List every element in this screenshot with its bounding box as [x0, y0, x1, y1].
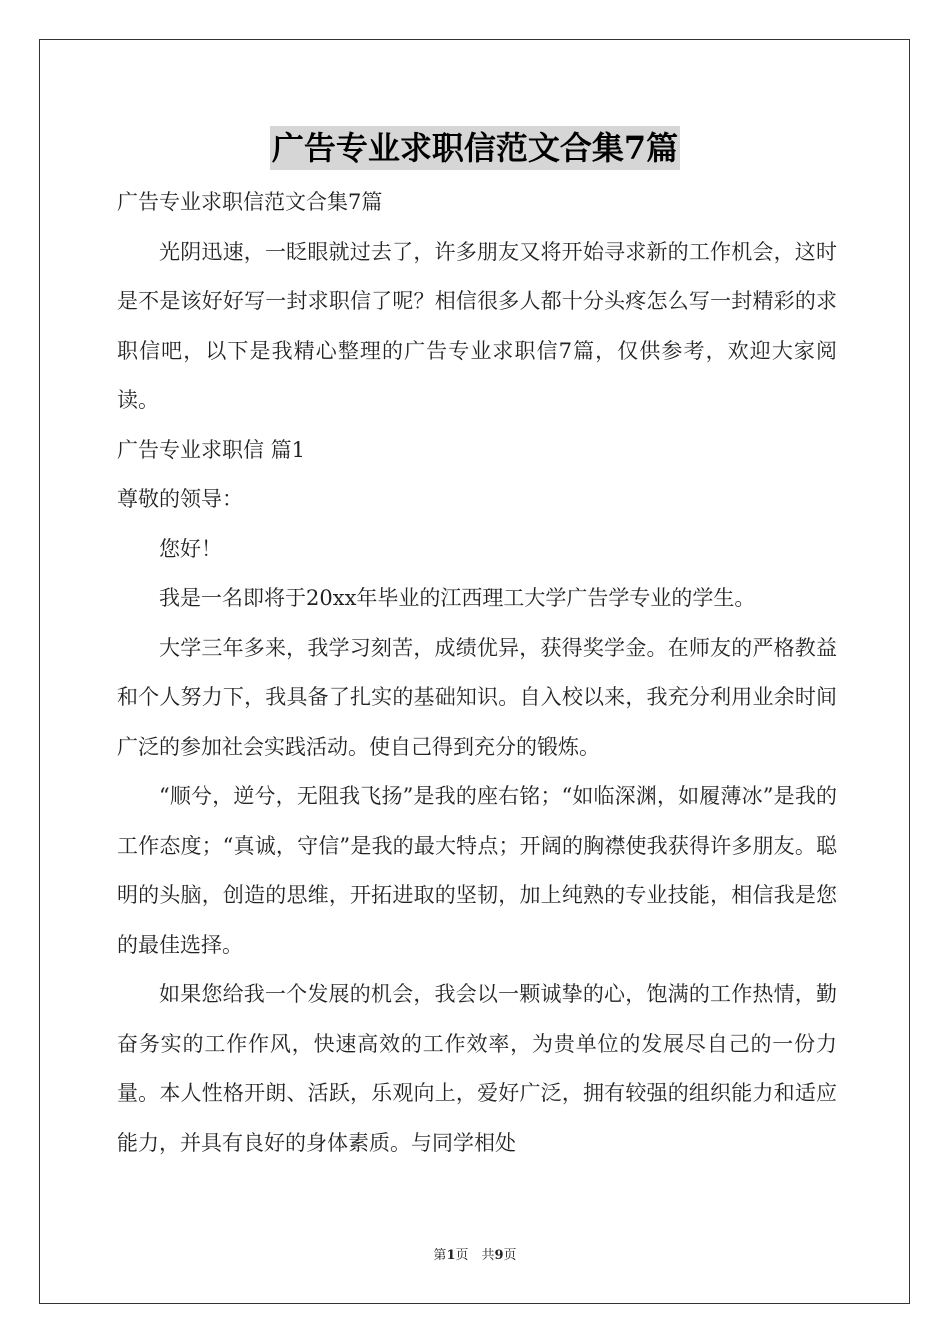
document-body: [117, 178, 837, 1168]
salutation: 尊敬的领导：: [117, 487, 243, 511]
footer-page-total: 9: [494, 1248, 504, 1263]
footer-prefix: 第: [433, 1248, 447, 1263]
intro-paragraph: 光阴迅速，一眨眼就过去了，许多朋友又将开始寻求新的工作机会，这时是不是该好好写一封求职信了呢？相信很多人都十分头疼怎么写一封精彩的求职信吧，以下是我精心整理的广告专业求职信7篇，仅供参考，欢迎大家阅读。: [117, 239, 837, 412]
section-heading: 广告专业求职信 篇1: [117, 437, 306, 462]
footer-page-number: 1: [446, 1248, 456, 1263]
subtitle-line: 广告专业求职信范文合集7篇: [117, 190, 383, 214]
page-footer: [0, 1244, 950, 1263]
document-title: 广告专业求职信范文合集7篇: [270, 126, 680, 170]
body-paragraph: 我是一名即将于20xx年毕业的江西理工大学广告学专业的学生。: [159, 586, 756, 610]
body-paragraph: 大学三年多来，我学习刻苦，成绩优异，获得奖学金。在师友的严格教益和个人努力下，我具备了扎实的基础知识。自入校以来，我充分利用业余时间广泛的参加社会实践活动。使自己得到充分的锻炼。: [117, 635, 837, 759]
body-paragraph: 如果您给我一个发展的机会，我会以一颗诚挚的心，饱满的工作热情，勤奋务实的工作作风，快速高效的工作效率，为贵单位的发展尽自己的一份力量。本人性格开朗、活跃，乐观向上，爱好广泛，拥有较强的组织能力和适应能力，并具有良好的身体素质。与同学相处: [117, 982, 837, 1155]
title-container: [0, 126, 950, 170]
greeting: 您好！: [159, 536, 222, 561]
body-paragraph: “顺兮，逆兮，无阻我飞扬”是我的座右铭；“如临深渊，如履薄冰”是我的工作态度；“真诚，守信”是我的最大特点；开阔的胸襟使我获得许多朋友。聪明的头脑，创造的思维，开拓进取的坚韧，加上纯熟的专业技能，相信我是您的最佳选择。: [117, 784, 837, 957]
footer-mid: 页 共: [455, 1248, 495, 1263]
footer-suffix: 页: [503, 1248, 517, 1263]
